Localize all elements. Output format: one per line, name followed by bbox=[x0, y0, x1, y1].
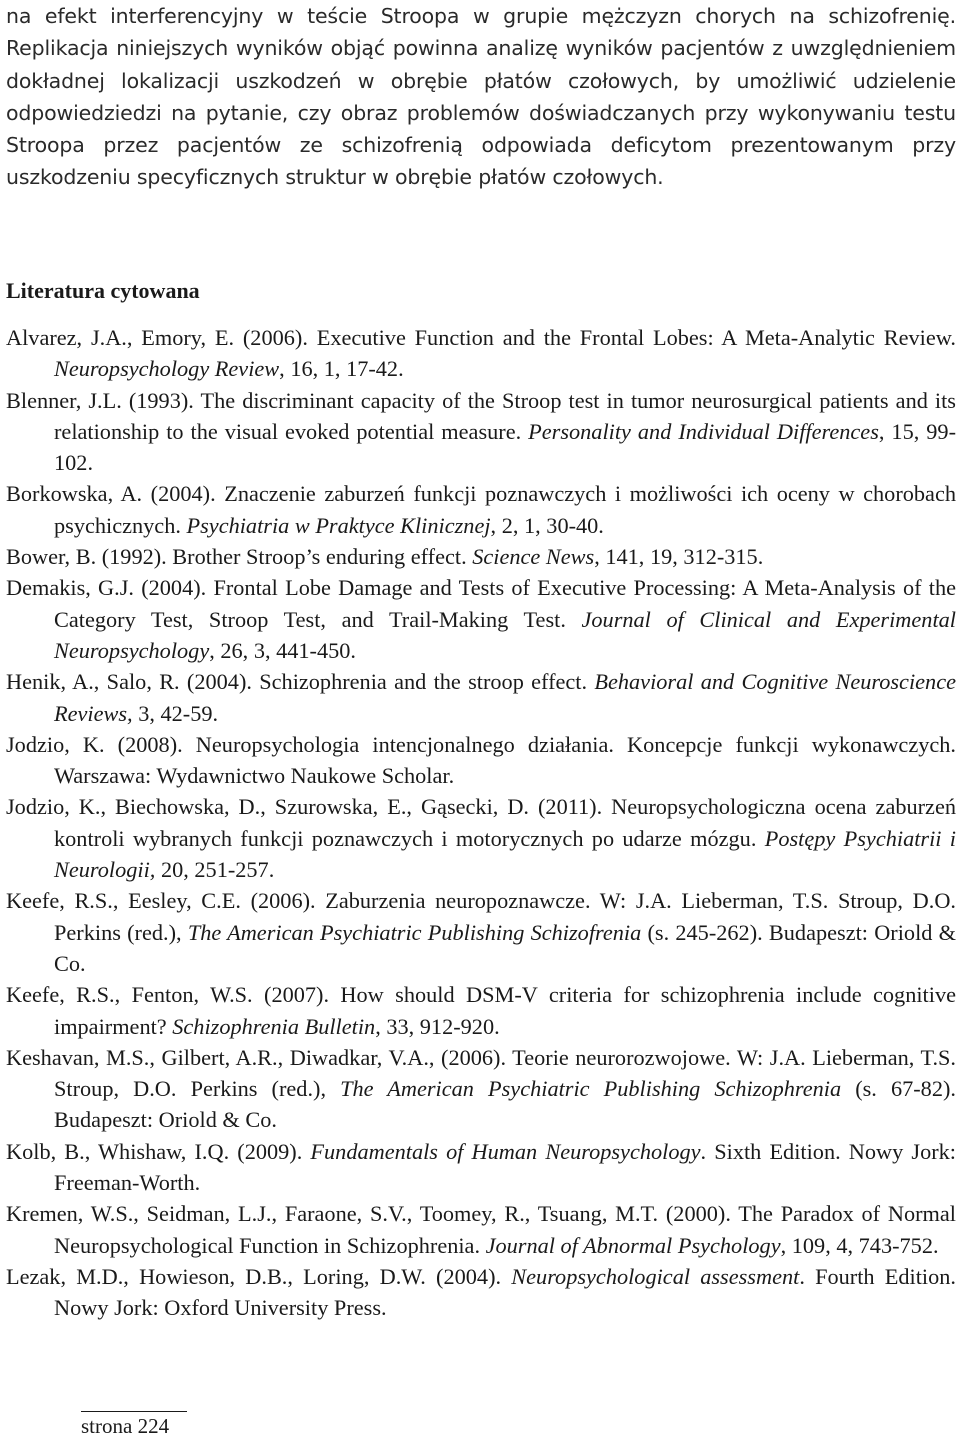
reference-item: Henik, A., Salo, R. (2004). Schizophrenia and the stroop effect. Behavioral and Cognitive Neuroscience Reviews, 3, 42-59. bbox=[6, 669, 956, 726]
references-heading: Literatura cytowana bbox=[6, 278, 200, 303]
reference-item: Kremen, W.S., Seidman, L.J., Faraone, S.V., Toomey, R., Tsuang, M.T. (2000). The Paradox of Normal Neuropsychological Function in Schizophrenia. Journal of Abnormal Psychology, 109, 4, 743-752. bbox=[6, 1201, 956, 1258]
reference-item: Keefe, R.S., Fenton, W.S. (2007). How should DSM-V criteria for schizophrenia include cognitive impairment? Schizophrenia Bulletin, 33, 912-920. bbox=[6, 982, 956, 1039]
reference-item: Jodzio, K., Biechowska, D., Szurowska, E., Gąsecki, D. (2011). Neuropsychologiczna ocena zaburzeń kontroli wybranych funkcji poznawczych i motorycznych po udarze mózgu. Postępy Psychiatrii i Neurologii, 20, 251-257. bbox=[6, 794, 956, 883]
page bbox=[6, 0, 956, 1321]
reference-item: Keefe, R.S., Eesley, C.E. (2006). Zaburzenia neuropoznawcze. W: J.A. Lieberman, T.S. Stroup, D.O. Perkins (red.), The American Psychiatric Publishing Schizofrenia (s. 245-262). Budapeszt: Oriold & Co. bbox=[6, 888, 956, 976]
references-list bbox=[6, 322, 956, 1324]
footer-rule bbox=[81, 1411, 187, 1412]
reference-item: Alvarez, J.A., Emory, E. (2006). Executive Function and the Frontal Lobes: A Meta-Analytic Review. Neuropsychology Review, 16, 1, 17-42. bbox=[6, 325, 956, 382]
reference-item: Keshavan, M.S., Gilbert, A.R., Diwadkar, V.A., (2006). Teorie neurorozwojowe. W: J.A. Lieberman, T.S. Stroup, D.O. Perkins (red.), The American Psychiatric Publishing Schizophrenia (s. 67-82). Budapeszt: Oriold & Co. bbox=[6, 1044, 956, 1133]
reference-item: Kolb, B., Whishaw, I.Q. (2009). Fundamentals of Human Neuropsychology. Sixth Edition. Nowy Jork: Freeman-Worth. bbox=[6, 1138, 956, 1196]
reference-item: Jodzio, K. (2008). Neuropsychologia intencjonalnego działania. Koncepcje funkcji wykonawczych. Warszawa: Wydawnictwo Naukowe Scholar. bbox=[6, 731, 956, 789]
reference-item: Lezak, M.D., Howieson, D.B., Loring, D.W. (2004). Neuropsychological assessment. Fourth Edition. Nowy Jork: Oxford University Press. bbox=[6, 1263, 956, 1321]
reference-item: Demakis, G.J. (2004). Frontal Lobe Damage and Tests of Executive Processing: A Meta-Analysis of the Category Test, Stroop Test, and Trail-Making Test. Journal of Clinical and Experimental Neuropsychology, 26, 3, 441-450. bbox=[6, 575, 956, 663]
reference-item: Blenner, J.L. (1993). The discriminant capacity of the Stroop test in tumor neurosurgical patients and its relationship to the visual evoked potential measure. Personality and Individual Differences, 15, 99-102. bbox=[6, 387, 956, 476]
reference-item: Borkowska, A. (2004). Znaczenie zaburzeń funkcji poznawczych i możliwości ich oceny w chorobach psychicznych. Psychiatria w Praktyce Klinicznej, 2, 1, 30-40. bbox=[6, 481, 956, 538]
reference-item: Bower, B. (1992). Brother Stroop’s enduring effect. Science News, 141, 19, 312-315. bbox=[6, 544, 764, 570]
intro-paragraph: na efekt interferencyjny w teście Stroopa w grupie mężczyzn chorych na schizofrenię. Replikacja niniejszych wyników objąć powinna analizę wyników pacjentów z uwzględnieniem dokładnej lokalizacji uszkodzeń w obrębie płatów czołowych, by umożliwić udzielenie odpowiedziedzi na pytanie, czy obraz problemów doświadczanych przy wykonywaniu testu Stroopa przez pacjentów ze schizofrenią odpowiada deficytom prezentowanym przy uszkodzeniu specyficznych struktur w obrębie płatów czołowych. bbox=[6, 4, 956, 190]
page-number: strona 224 bbox=[81, 1414, 170, 1438]
